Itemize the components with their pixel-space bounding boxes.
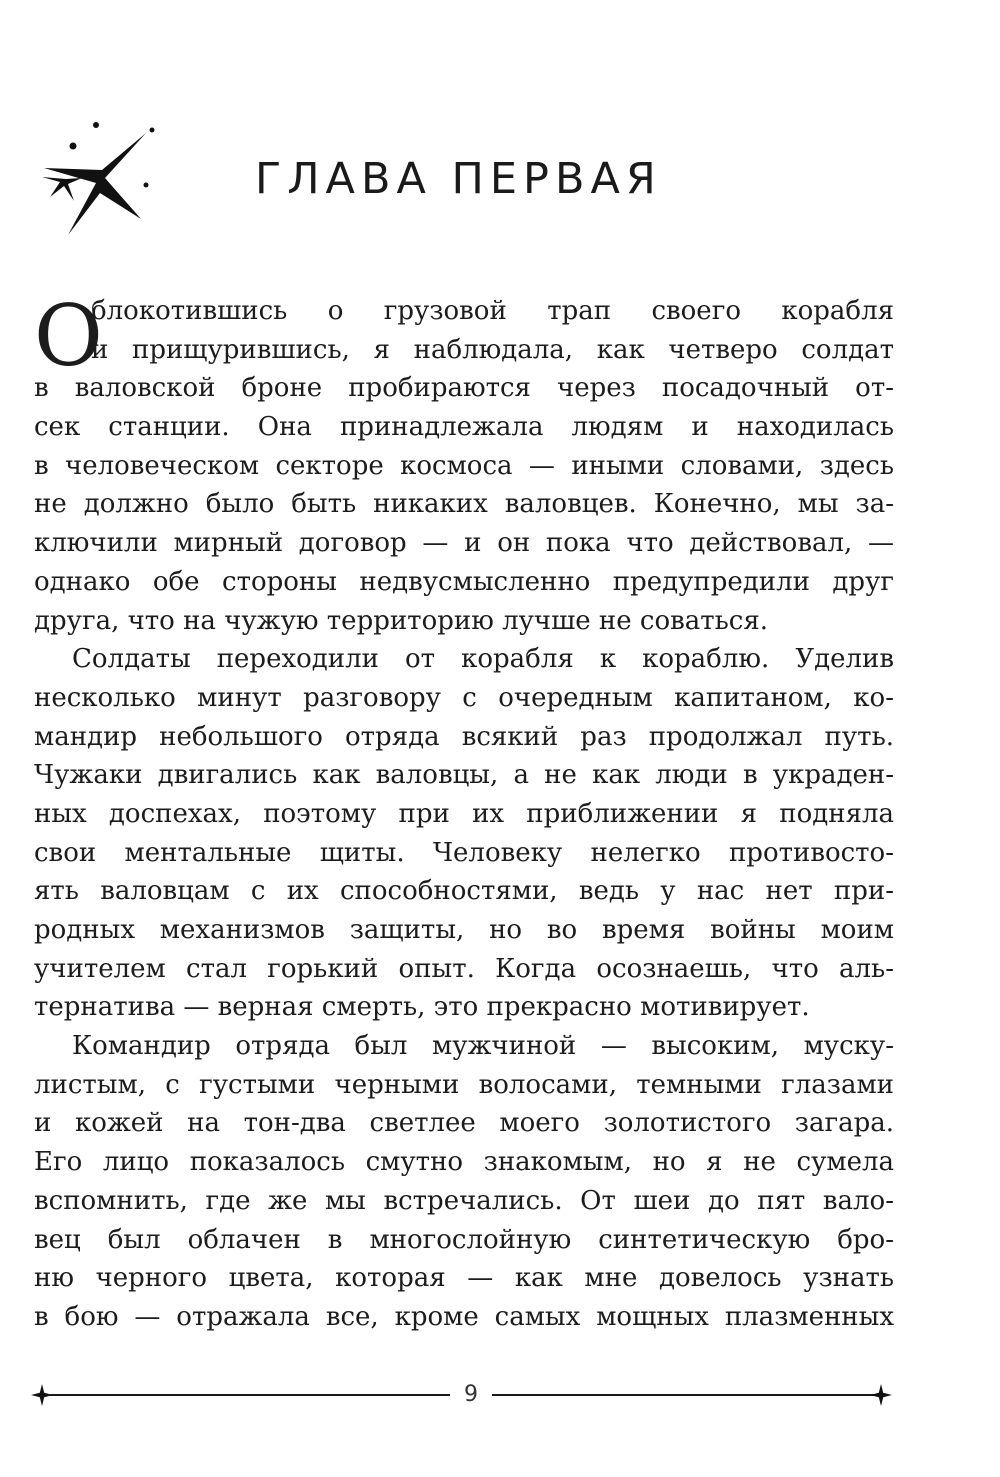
text-line: Чужаки двигались как валовцы, а не как люди в украден- (34, 760, 894, 791)
text-line: и прищурившись, я наблюдала, как четверо солдат (91, 334, 894, 365)
sparkle-stars-icon (28, 115, 178, 245)
paragraph-2 (34, 640, 894, 1027)
footer-rule-right (492, 1394, 877, 1396)
page-number: 9 (464, 1382, 478, 1407)
chapter-title: ГЛАВА ПЕРВАЯ (255, 154, 662, 204)
text-line: в бою — отражала все, кроме самых мощных плазменных (34, 1301, 894, 1332)
text-line: друга, что на чужую территорию лучше не соваться. (34, 605, 769, 636)
paragraph-3 (34, 1027, 894, 1337)
text-line: листым, с густыми черными волосами, темными глазами (34, 1069, 894, 1100)
text-line: и кожей на тон-два светлее моего золотистого загара. (34, 1108, 894, 1139)
text-line: тернатива — верная смерть, это прекрасно мотивирует. (34, 992, 810, 1023)
text-line: Солдаты переходили от корабля к кораблю. Уделив (72, 644, 894, 675)
text-line: ных доспехах, поэтому при их приближении я подняла (34, 798, 894, 829)
paragraph-1 (34, 287, 894, 640)
text-line: ять валовцам с их способностями, ведь у нас нет при- (34, 876, 894, 907)
text-line: ню черного цвета, которая — как мне довелось узнать (34, 1263, 894, 1294)
text-line: в валовской броне пробираются через посадочный от- (34, 373, 894, 404)
text-line: ключили мирный договор — и он пока что действовал, — (34, 528, 894, 559)
four-point-star-icon (869, 1383, 893, 1407)
text-line: Командир отряда был мужчиной — высоким, муску- (72, 1031, 894, 1062)
text-line: учителем стал горький опыт. Когда осознаешь, что аль- (34, 953, 894, 984)
text-line: родных механизмов защиты, но во время войны моим (34, 915, 894, 945)
page-footer (30, 1380, 890, 1410)
text-line: Его лицо показалось смутно знакомым, но я не сумела (34, 1147, 894, 1178)
text-line: однако обе стороны недвусмысленно предупредили друг (34, 566, 894, 597)
footer-rule-left (48, 1394, 450, 1396)
text-line: вспомнить, где же мы встречались. От шеи до пят вало- (34, 1185, 894, 1216)
text-line: мандир небольшого отряда всякий раз продолжал путь. (34, 721, 894, 752)
text-line: не должно было быть никаких валовцев. Конечно, мы за- (34, 489, 894, 520)
text-line: вец был облачен в многослойную синтетическую бро- (34, 1224, 894, 1255)
text-line: в человеческом секторе космоса — иными словами, здесь (34, 450, 894, 481)
text-line: сек станции. Она принадлежала людям и находилась (34, 412, 894, 443)
body-text (34, 287, 894, 1337)
text-line: блокотившись о грузовой трап своего корабля (91, 296, 894, 326)
drop-cap: О (34, 287, 103, 385)
text-line: несколько минут разговору с очередным капитаном, ко- (34, 682, 894, 713)
text-line: свои ментальные щиты. Человеку нелегко противосто- (34, 837, 894, 868)
